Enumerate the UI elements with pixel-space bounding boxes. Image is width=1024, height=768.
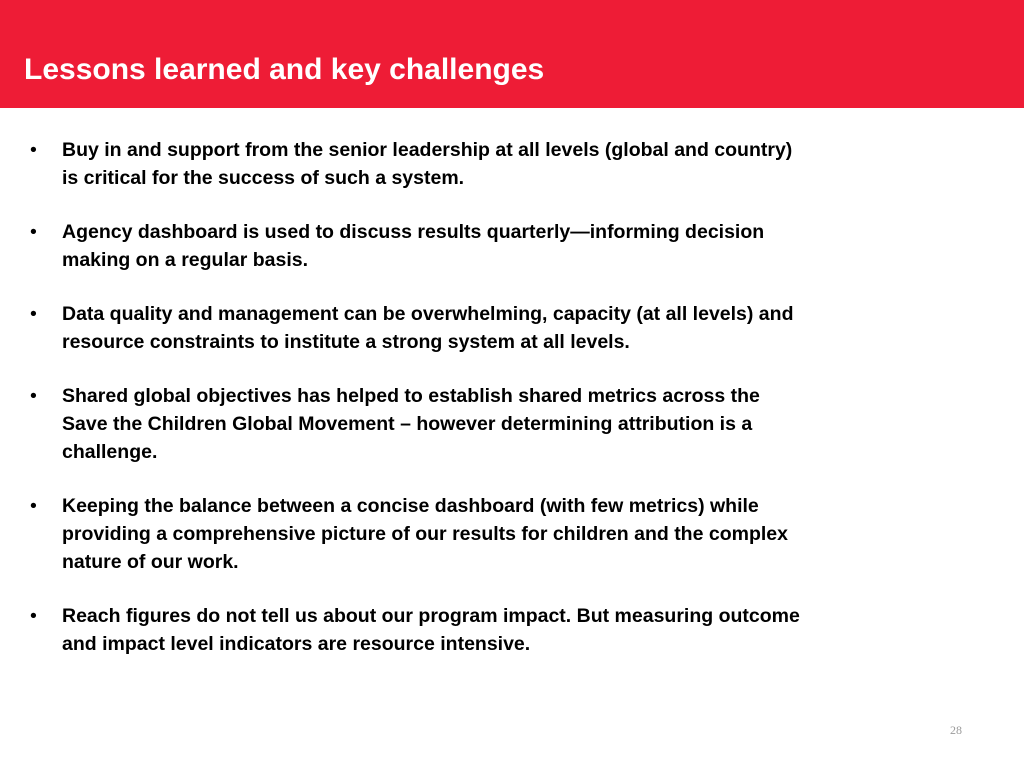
bullet-text: Agency dashboard is used to discuss results quarterly—informing decision making on a regular basis. <box>62 221 765 271</box>
bullet-item <box>30 218 950 274</box>
bullet-item <box>30 602 950 658</box>
bullet-dot-icon: • <box>30 303 37 325</box>
bullet-dot-icon: • <box>30 605 37 627</box>
header-band <box>0 0 1024 108</box>
page-number: 28 <box>950 723 962 737</box>
bullet-item <box>30 300 950 356</box>
slide-title: Lessons learned and key challenges <box>24 53 545 86</box>
bullet-item <box>30 382 950 466</box>
bullet-dot-icon: • <box>30 495 37 517</box>
bullet-text: Keeping the balance between a concise dashboard (with few metrics) while providing a comprehensive picture of our results for children and the complex nature of our work. <box>62 495 788 573</box>
bullet-item <box>30 492 950 576</box>
bullet-text: Buy in and support from the senior leadership at all levels (global and country) is critical for the success of such a system. <box>62 139 793 189</box>
bullet-list <box>30 136 950 684</box>
bullet-dot-icon: • <box>30 139 37 161</box>
bullet-item <box>30 136 950 192</box>
bullet-text: Data quality and management can be overwhelming, capacity (at all levels) and resource constraints to institute a strong system at all levels. <box>62 303 794 353</box>
bullet-dot-icon: • <box>30 385 37 407</box>
bullet-dot-icon: • <box>30 221 37 243</box>
bullet-text: Shared global objectives has helped to establish shared metrics across the Save the Children Global Movement – however determining attribution is a challenge. <box>62 385 760 463</box>
bullet-text: Reach figures do not tell us about our program impact. But measuring outcome and impact level indicators are resource intensive. <box>62 605 800 655</box>
